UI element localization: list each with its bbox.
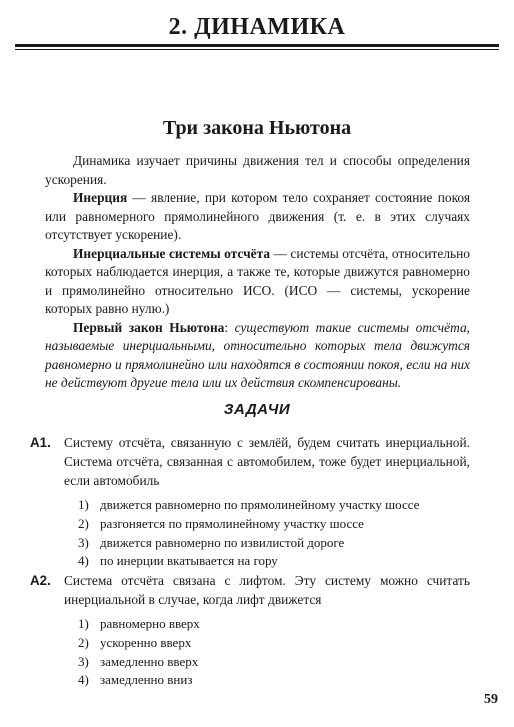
tasks-heading: ЗАДАЧИ	[223, 401, 291, 418]
first-law-statement: существуют такие системы отсчёта, называемые инерциальными, относительно которых тела движутся равномерно и прямолинейно или находятся в состоянии покоя, если на них не действуют другие тела или их действия скомпенсированы.	[45, 319, 470, 390]
option-text: равномерно вверх	[100, 616, 200, 631]
task-a1	[30, 433, 470, 571]
paragraph-first-law	[45, 319, 470, 393]
option-text: замедленно вверх	[100, 653, 199, 669]
option-number: 1)	[78, 497, 89, 512]
option-text: замедленно вниз	[100, 672, 193, 688]
answer-option	[78, 534, 470, 553]
task-number: A2.	[30, 573, 51, 588]
definition-inertial-frames: — системы отсчёта, относительно которых наблюдается инерция, а также те, которые движутся равномерно и прямолинейно относительно ИСО. (ИСО — системы, ускорение которых равно нулю.)	[45, 245, 470, 316]
paragraph-inertial-frames	[45, 245, 470, 319]
option-number: 3)	[78, 534, 89, 550]
option-text: по инерции вкатывается на гору	[100, 553, 278, 569]
option-number: 2)	[78, 634, 89, 650]
option-text: движется равномерно по извилистой дороге	[100, 534, 345, 550]
option-number: 3)	[78, 653, 89, 669]
option-number: 4)	[78, 553, 89, 569]
chapter-divider-thin	[15, 49, 499, 50]
option-text: ускоренно вверх	[100, 634, 192, 650]
term-inertia: Инерция	[73, 190, 128, 205]
chapter-divider-thick	[15, 44, 499, 47]
answer-option	[78, 653, 470, 672]
option-number: 2)	[78, 515, 89, 531]
paragraph-inertia	[45, 189, 470, 245]
option-text: движется равномерно по прямолинейному участку шоссе	[100, 497, 420, 512]
definition-inertia: — явление, при котором тело сохраняет состояние покоя или равномерного прямолинейного движения (т. е. в этих случаях отсутствует ускорение).	[45, 190, 470, 242]
theory-text	[45, 152, 470, 393]
option-number: 1)	[78, 616, 89, 631]
section-title: Три закона Ньютона	[162, 117, 352, 139]
answer-option	[78, 552, 470, 571]
answer-options	[78, 615, 470, 690]
answer-option	[78, 496, 470, 515]
task-question: Систему отсчёта, связанную с землёй, будем считать инерциальной. Система отсчёта, связанная с автомобилем, тоже будет инерциальной, если автомобиль	[64, 435, 470, 488]
task-number: A1.	[30, 435, 51, 450]
chapter-title: 2. ДИНАМИКА	[168, 14, 346, 40]
paragraph-dynamics: Динамика изучает причины движения тел и способы определения ускорения.	[45, 153, 470, 187]
answer-option	[78, 515, 470, 534]
answer-option	[78, 615, 470, 634]
option-text: разгоняется по прямолинейному участку шоссе	[100, 515, 364, 531]
task-a2	[30, 571, 470, 690]
first-law-separator: :	[224, 319, 235, 335]
term-inertial-frames: Инерциальные системы отсчёта	[73, 245, 271, 261]
page-number: 59	[484, 692, 498, 707]
task-question: Система отсчёта связана с лифтом. Эту систему можно считать инерциальной в случае, когда лифт движется	[64, 573, 470, 607]
answer-option	[78, 634, 470, 653]
option-number: 4)	[78, 672, 89, 688]
answer-options	[78, 496, 470, 571]
term-first-law: Первый закон Ньютона	[73, 319, 225, 335]
answer-option	[78, 671, 470, 690]
